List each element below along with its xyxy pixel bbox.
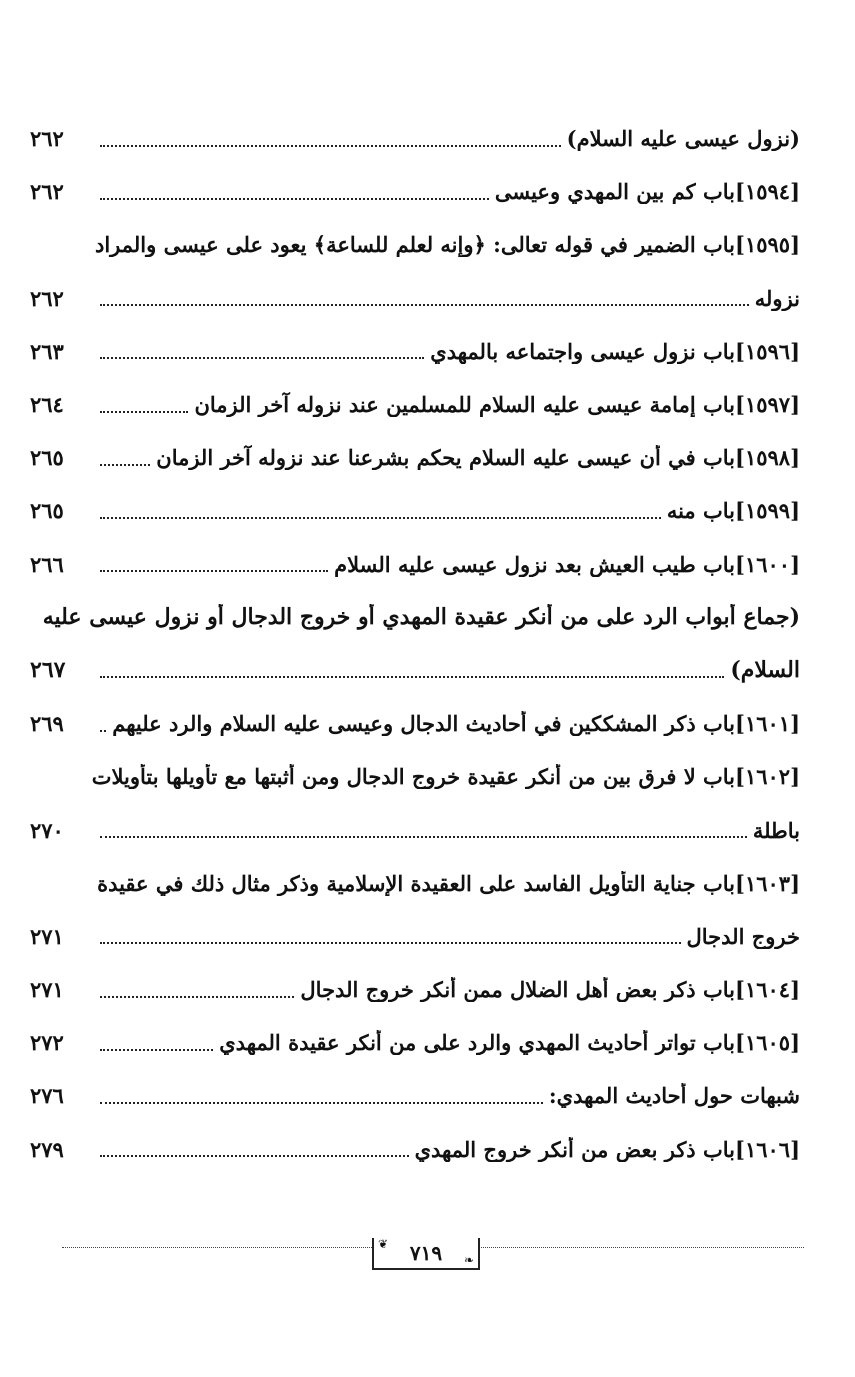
leader-dots [100, 357, 424, 359]
toc-entry-title: [١٦٠٠]باب طيب العيش بعد نزول عيسى عليه السلام [334, 551, 800, 577]
toc-entry-title: باطلة [752, 817, 800, 843]
toc-entry-title: [١٦٠٢]باب لا فرق بين من أنكر عقيدة خروج الدجال ومن أثبتها مع تأويلها بتأويلات [91, 764, 800, 790]
toc-entry-page: ٢٦٢ [30, 285, 64, 311]
toc-entry [30, 165, 800, 218]
leader-dots [100, 198, 489, 200]
toc-entry-page: ٢٦٣ [30, 338, 64, 364]
toc-entry-page: ٢٧١ [30, 923, 64, 949]
toc-entry [30, 484, 800, 537]
toc-entry-page: ٢٦٢ [30, 179, 64, 205]
toc-entry [30, 538, 800, 591]
toc-entry-title: [١٥٩٤]باب كم بين المهدي وعيسى [494, 179, 800, 205]
toc-entry [30, 325, 800, 378]
toc-entry-page: ٢٦٦ [30, 551, 64, 577]
leader-dots [100, 517, 661, 519]
toc-entry-title: [١٦٠٥]باب تواتر أحاديث المهدي والرد على من أنكر عقيدة المهدي [219, 1030, 800, 1056]
toc-entry-continuation [30, 803, 800, 856]
toc-entry-title: [١٥٩٦]باب نزول عيسى واجتماعه بالمهدي [430, 338, 800, 364]
leader-dots [100, 570, 328, 572]
leader-dots [100, 942, 681, 944]
toc-entry-continuation [30, 910, 800, 963]
toc-entry-page: ٢٦٥ [30, 445, 64, 471]
page-number-frame [372, 1238, 480, 1270]
toc-entry-title: [١٥٩٩]باب منه [666, 498, 800, 524]
leader-dots [100, 836, 747, 838]
toc-entry-page: ٢٧٠ [30, 817, 64, 843]
page-footer [62, 1238, 804, 1278]
toc-entry-title: نزوله [754, 285, 800, 311]
toc-entry [30, 1069, 800, 1122]
page-number: ٧١٩ [409, 1241, 443, 1265]
toc-entry-page: ٢٦٩ [30, 711, 64, 737]
toc-entry [30, 378, 800, 431]
leader-dots [100, 1049, 213, 1051]
ornament-icon: ❦ [378, 1237, 389, 1251]
toc-entry-page: ٢٦٧ [30, 657, 66, 684]
toc-entry-page: ٢٦٥ [30, 498, 64, 524]
leader-dots [100, 730, 106, 732]
leader-dots [100, 996, 294, 998]
toc-entry [30, 218, 800, 271]
toc-entry-title: [١٦٠٣]باب جناية التأويل الفاسد على العقيدة الإسلامية وذكر مثال ذلك في عقيدة [97, 870, 800, 896]
toc-section-title: (جماع أبواب الرد على من أنكر عقيدة المهدي أو خروج الدجال أو نزول عيسى عليه [42, 604, 800, 631]
toc-entry-page: ٢٧٩ [30, 1136, 64, 1162]
toc-entry-title: [١٦٠٤]باب ذكر بعض أهل الضلال ممن أنكر خروج الدجال [300, 977, 800, 1003]
toc-entry [30, 431, 800, 484]
leader-dots [100, 411, 188, 413]
toc-entry [30, 750, 800, 803]
toc-entry-title: [١٦٠٦]باب ذكر بعض من أنكر خروج المهدي [414, 1136, 800, 1162]
toc-entry [30, 857, 800, 910]
toc-entry-page: ٢٧٦ [30, 1083, 64, 1109]
toc-entry-title: خروج الدجال [686, 923, 800, 949]
leader-dots [100, 304, 749, 306]
toc-entry-title: [١٥٩٧]باب إمامة عيسى عليه السلام للمسلمين عند نزوله آخر الزمان [194, 392, 800, 418]
toc-entry [30, 112, 800, 165]
toc-entry-continuation [30, 272, 800, 325]
leader-dots [100, 1102, 543, 1104]
toc-section-heading-continuation [30, 644, 800, 697]
toc-entry [30, 1123, 800, 1176]
toc-entry [30, 1016, 800, 1069]
toc-entry [30, 697, 800, 750]
table-of-contents [30, 112, 800, 1176]
toc-entry-title: [١٥٩٨]باب في أن عيسى عليه السلام يحكم بشرعنا عند نزوله آخر الزمان [156, 445, 800, 471]
toc-entry-title: (نزول عيسى عليه السلام) [566, 126, 800, 152]
leader-dots [100, 1155, 409, 1157]
toc-entry [30, 963, 800, 1016]
toc-entry-page: ٢٦٢ [30, 126, 64, 152]
toc-section-title: السلام) [730, 657, 800, 684]
leader-dots [100, 464, 150, 466]
toc-entry-title: [١٦٠١]باب ذكر المشككين في أحاديث الدجال وعيسى عليه السلام والرد عليهم [112, 711, 800, 737]
toc-entry-page: ٢٦٤ [30, 392, 64, 418]
toc-section-heading [30, 591, 800, 644]
toc-entry-title: [١٥٩٥]باب الضمير في قوله تعالى: ﴿وإنه لعلم للساعة﴾ يعود على عيسى والمراد [94, 232, 800, 258]
ornament-icon: ❧ [463, 1253, 474, 1267]
toc-entry-page: ٢٧٢ [30, 1030, 64, 1056]
toc-entry-page: ٢٧١ [30, 977, 64, 1003]
leader-dots [100, 145, 561, 147]
leader-dots [100, 676, 724, 678]
toc-entry-title: شبهات حول أحاديث المهدي: [548, 1083, 800, 1109]
